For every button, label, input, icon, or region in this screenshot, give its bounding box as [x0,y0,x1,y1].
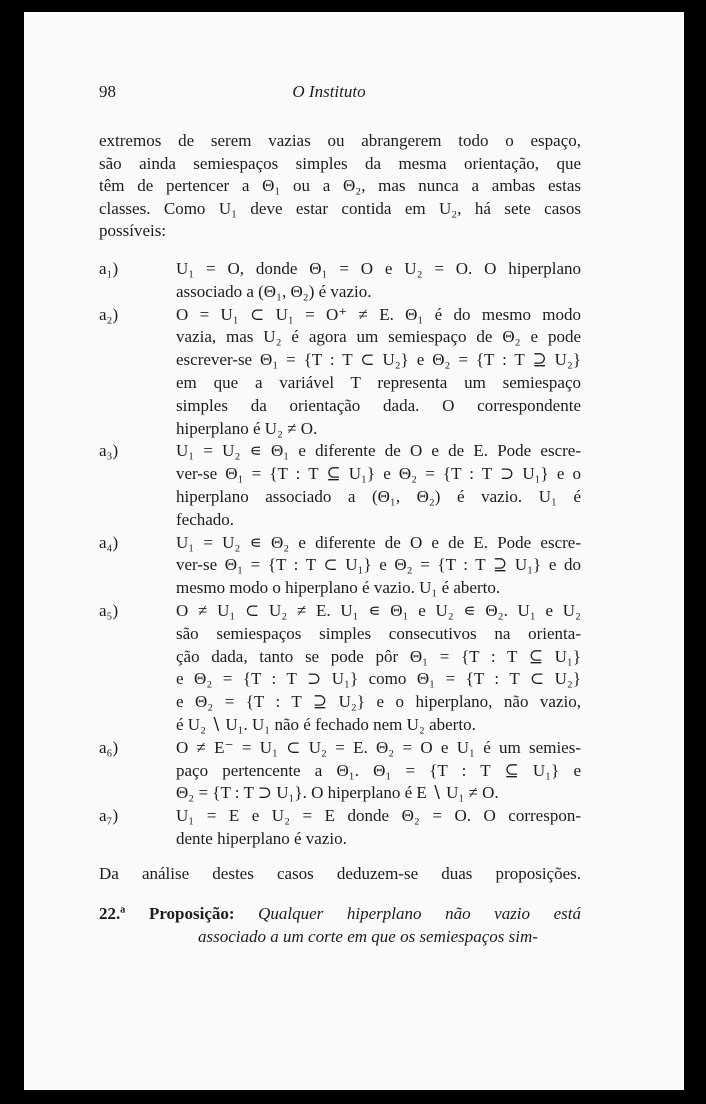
case-line: U₁ = U₂ ∊ Θ₁ e diferente de O e de E. Pode escre- [176,441,581,461]
case-a2 [99,304,581,441]
case-line: hiperplano associado a (Θ₁, Θ₂) é vazio. U₁ é [176,486,581,506]
case-label: a₅) [99,600,119,620]
case-label: a₄) [99,532,119,552]
conclusion-line: Da análise destes casos deduzem-se duas proposições. [99,864,581,883]
case-line: ver-se Θ₁ = {T : T ⊆ U₁} e Θ₂ = {T : T ⊃ U₁} e o [176,464,581,484]
case-label: a₃) [99,441,119,461]
case-line: ver-se Θ₁ = {T : T ⊂ U₁} e Θ₂ = {T : T ⊇ U₁} e do [176,555,581,575]
case-line: paço pertencente a Θ₁. Θ₁ = {T : T ⊆ U₁} e [176,760,581,780]
case-line: dente hiperplano é vazio. [176,828,347,848]
proposition-text: Qualquer hiperplano não vazio está [258,904,581,923]
conclusion-paragraph [99,864,581,884]
case-line: vazia, mas U₂ é agora um semiespaço de Θ₂ e pode [176,327,581,347]
case-line: escrever-se Θ₁ = {T : T ⊂ U₂} e Θ₂ = {T : T ⊇ U₂} [176,350,581,370]
intro-line: têm de pertencer a Θ₁ ou a Θ₂, mas nunca a ambas estas [99,176,581,196]
case-line: e Θ₂ = {T : T ⊃ U₁} como Θ₁ = {T : T ⊂ U₂} [176,669,581,689]
intro-line: classes. Como U₁ deve estar contida em U₂, há sete casos [99,198,581,218]
proposition [99,902,581,948]
case-line: e Θ₂ = {T : T ⊇ U₂} e o hiperplano, não vazio, [176,692,581,712]
case-line: são semiespaços simples consecutivos na orienta- [176,623,581,643]
intro-line: são ainda semiespaços simples da mesma orientação, que [99,153,581,173]
intro-line: possíveis: [99,221,167,241]
case-line: U₁ = E e U₂ = E donde Θ₂ = O. O correspon- [176,806,581,826]
case-line: U₁ = O, donde Θ₁ = O e U₂ = O. O hiperplano [176,259,581,278]
case-label: a₆) [99,737,119,757]
case-line: simples da orientação dada. O correspondente [176,395,581,415]
case-line: é U₂ ∖ U₁. U₁ não é fechado nem U₂ aberto. [176,714,476,734]
case-line: ção dada, tanto se pode pôr Θ₁ = {T : T ⊆ U₁} [176,646,581,666]
case-a7 [99,805,581,851]
case-line: fechado. [176,509,235,529]
case-line: em que a variável T representa um semiespaço [176,372,581,392]
case-line: mesmo modo o hiperplano é vazio. U₁ é aberto. [176,578,501,598]
page-number: 98 [99,82,116,101]
case-label: a₂) [99,304,119,324]
proposition-number: 22.ª [99,904,126,923]
case-line: hiperplano é U₂ ≠ O. [176,418,318,438]
intro-line: extremos de serem vazias ou abrangerem todo o espaço, [99,131,581,150]
case-a6 [99,737,581,805]
case-line: Θ₂ = {T : T ⊃ U₁}. O hiperplano é E ∖ U₁ ≠ O. [176,783,499,803]
case-a3 [99,440,581,531]
case-a4 [99,532,581,600]
case-line: O = U₁ ⊂ U₁ = O⁺ ≠ E. Θ₁ é do mesmo modo [176,304,581,324]
case-line: associado a (Θ₁, Θ₂) é vazio. [176,281,372,301]
case-line: O ≠ U₁ ⊂ U₂ ≠ E. U₁ ∊ Θ₁ e U₂ ∊ Θ₂. U₁ e U₂ [176,600,581,620]
case-line: O ≠ E⁻ = U₁ ⊂ U₂ = E. Θ₂ = O e U₁ é um semies- [176,737,581,757]
proposition-text: associado a um corte em que os semiespaços sim- [198,927,538,946]
intro-paragraph [99,130,581,243]
case-line: U₁ = U₂ ∊ Θ₂ e diferente de O e de E. Pode escre- [176,532,581,552]
case-list [99,258,581,851]
case-a1 [99,258,581,304]
proposition-heading: Proposição: [148,904,235,923]
case-label: a₁) [99,259,119,278]
case-a5 [99,600,581,737]
case-label: a₇) [99,806,119,826]
running-title: O Instituto [292,82,366,101]
